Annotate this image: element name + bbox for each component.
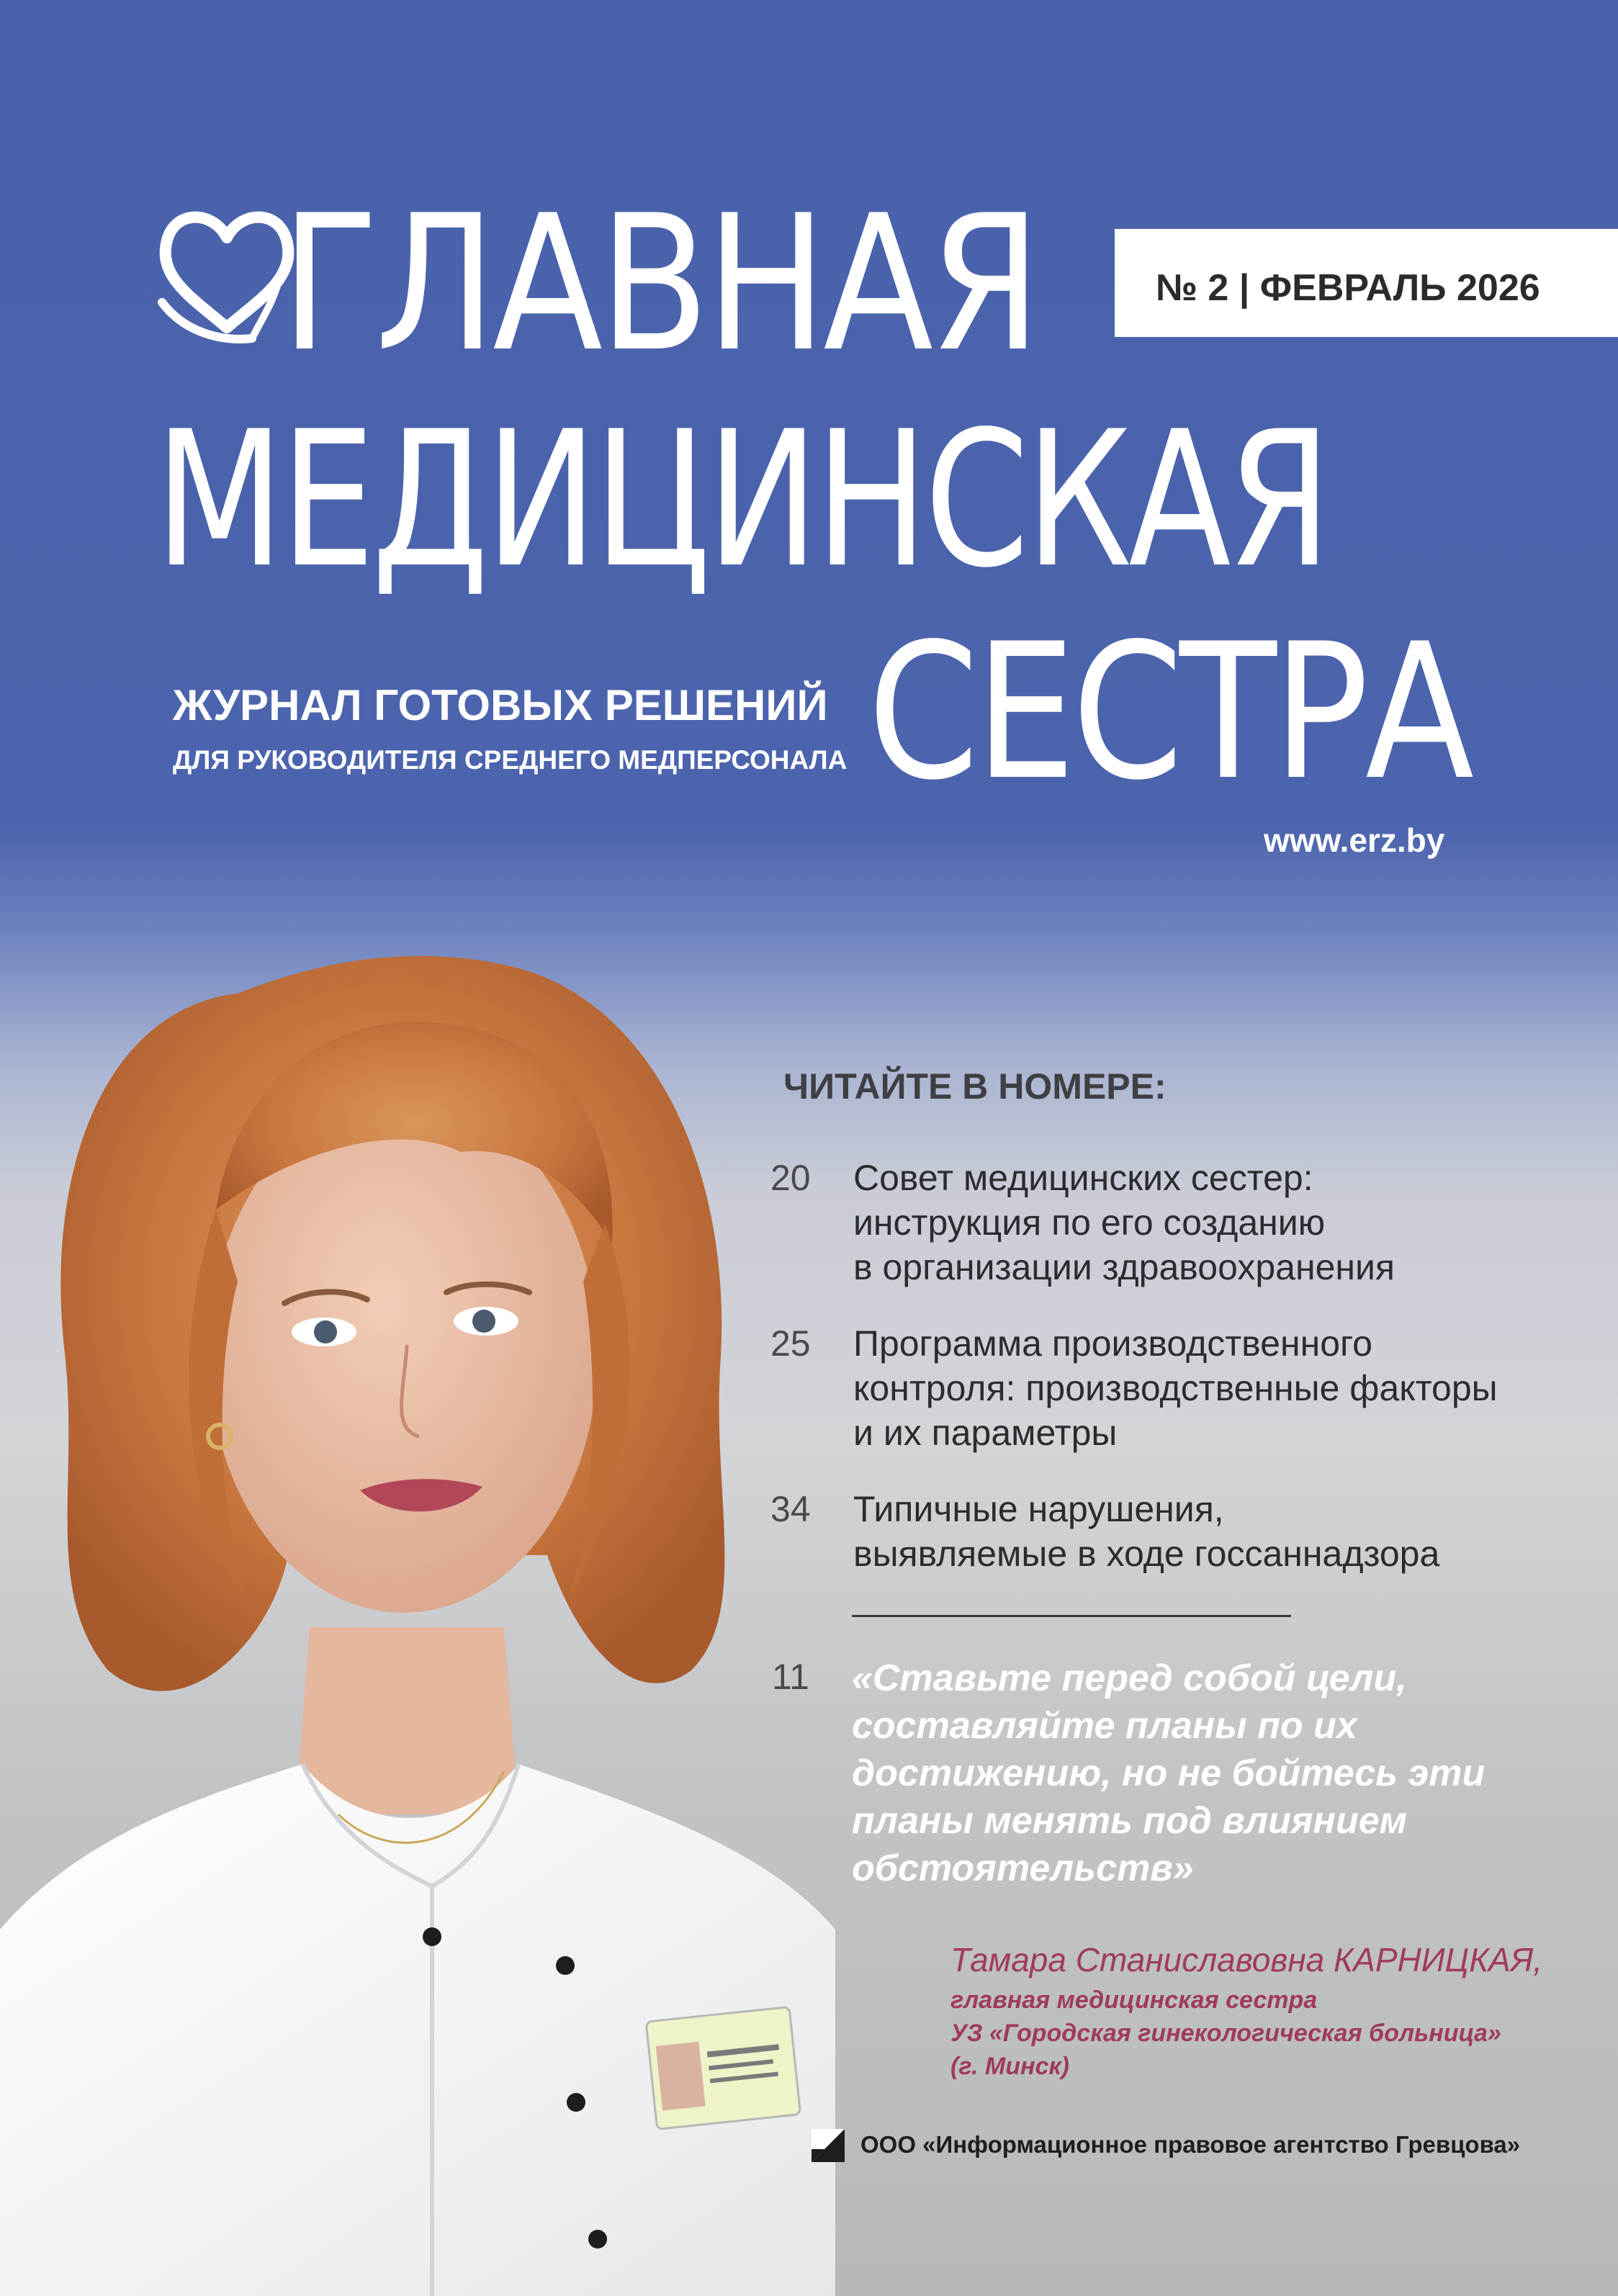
- person-name: Тамара Станиславовна КАРНИЦКАЯ,: [950, 1941, 1543, 1978]
- toc-item[interactable]: [770, 1321, 1577, 1455]
- publisher-logo-icon: [810, 2128, 846, 2164]
- toc-page-number: 34: [770, 1489, 811, 1529]
- website-link[interactable]: www.erz.by: [1264, 821, 1445, 859]
- magazine-title-line3: СЕСТРА: [868, 604, 1471, 821]
- toc-page-number: 25: [770, 1323, 811, 1364]
- table-of-contents: [770, 1156, 1577, 1608]
- toc-article-title: Программа производственного контроля: производственные факторы и их параметры: [853, 1323, 1498, 1453]
- issue-number: № 2 | ФЕВРАЛЬ 2026: [1156, 267, 1540, 309]
- magazine-title-line2: МЕДИЦИНСКАЯ: [155, 392, 1329, 609]
- toc-article-title: Типичные нарушения, выявляемые в ходе госсаннадзора: [853, 1489, 1440, 1574]
- magazine-subtitle: ЖУРНАЛ ГОТОВЫХ РЕШЕНИЙ: [173, 681, 828, 729]
- publisher-name: ООО «Информационное правовое агентство Гревцова»: [860, 2131, 1521, 2158]
- heart-hands-icon: [155, 194, 299, 360]
- section-divider: [852, 1615, 1291, 1617]
- magazine-title-line1: ГЛАВНАЯ: [281, 176, 1038, 393]
- toc-article-title: Совет медицинских сестер: инструкция по его созданию в организации здравоохранения: [853, 1158, 1395, 1287]
- quote-page-number: 11: [772, 1657, 809, 1697]
- magazine-subtitle-small: ДЛЯ РУКОВОДИТЕЛЯ СРЕДНЕГО МЕДПЕРСОНАЛА: [173, 745, 848, 775]
- contents-heading: ЧИТАЙТЕ В НОМЕРЕ:: [783, 1066, 1167, 1107]
- toc-item[interactable]: [770, 1487, 1577, 1576]
- toc-page-number: 20: [770, 1158, 811, 1198]
- cover-quote: «Ставьте перед собой цели, составляйте планы по их достижению, но не бойтесь эти планы менять под влиянием обстоятельств»: [852, 1657, 1486, 1889]
- cover-portrait-photo: [0, 907, 835, 2296]
- toc-item[interactable]: [770, 1156, 1577, 1289]
- person-role: главная медицинская сестра УЗ «Городская гинекологическая больница» (г. Минск): [950, 1986, 1501, 2080]
